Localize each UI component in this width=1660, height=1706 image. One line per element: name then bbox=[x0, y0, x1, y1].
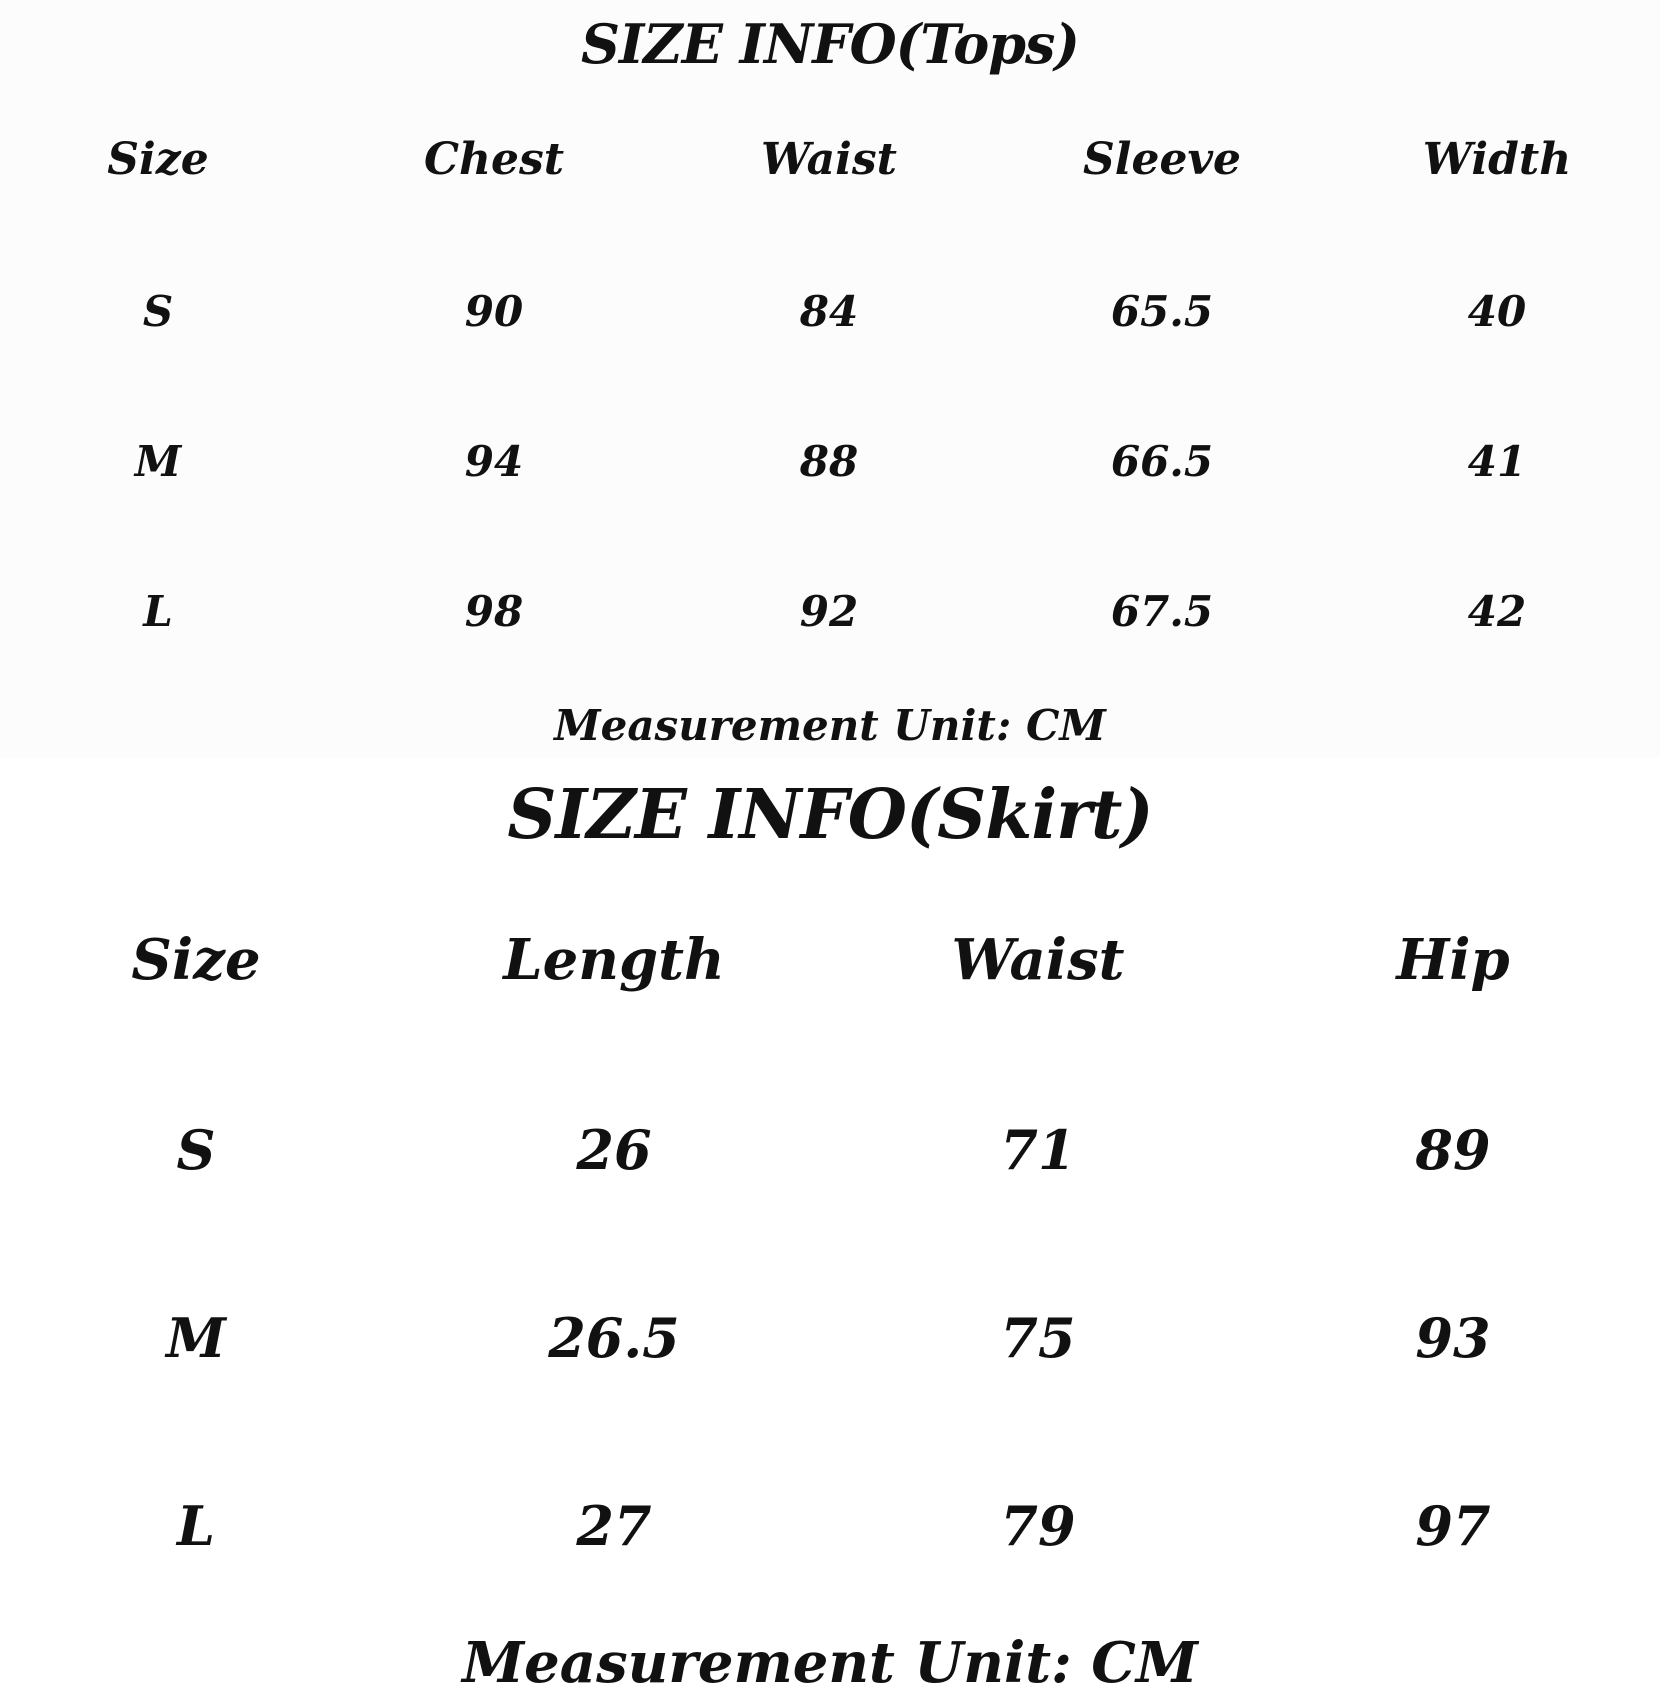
chest-cell: 98 bbox=[464, 587, 524, 636]
length-cell: 26 bbox=[576, 1118, 652, 1182]
size-cell: L bbox=[143, 587, 173, 636]
size-cell: L bbox=[177, 1494, 215, 1558]
chest-cell: 94 bbox=[464, 437, 524, 486]
waist-cell: 75 bbox=[1000, 1306, 1076, 1370]
size-cell: M bbox=[166, 1306, 226, 1370]
length-cell: 26.5 bbox=[548, 1306, 680, 1370]
skirt-size-chart bbox=[0, 758, 1660, 1706]
tops-measurement-unit: Measurement Unit: CM bbox=[554, 701, 1106, 750]
skirt-header-size: Size bbox=[131, 927, 261, 993]
sleeve-cell: 65.5 bbox=[1110, 287, 1214, 336]
table-row bbox=[0, 582, 1660, 642]
skirt-header-hip: Hip bbox=[1396, 927, 1510, 993]
width-cell: 41 bbox=[1467, 437, 1527, 486]
waist-cell: 92 bbox=[799, 587, 859, 636]
skirt-header-length: Length bbox=[503, 927, 725, 993]
waist-cell: 84 bbox=[799, 287, 859, 336]
tops-header-row bbox=[0, 130, 1660, 190]
sleeve-cell: 66.5 bbox=[1110, 437, 1214, 486]
waist-cell: 71 bbox=[1000, 1118, 1076, 1182]
skirt-header-row bbox=[0, 927, 1660, 993]
skirt-header-waist: Waist bbox=[951, 927, 1125, 993]
length-cell: 27 bbox=[576, 1494, 652, 1558]
tops-chart-title: SIZE INFO(Tops) bbox=[581, 12, 1079, 76]
tops-header-width: Width bbox=[1422, 134, 1572, 185]
width-cell: 40 bbox=[1467, 287, 1527, 336]
waist-cell: 79 bbox=[1000, 1494, 1076, 1558]
waist-cell: 88 bbox=[799, 437, 859, 486]
tops-size-chart bbox=[0, 0, 1660, 758]
skirt-chart-title: SIZE INFO(Skirt) bbox=[507, 775, 1153, 855]
tops-header-sleeve: Sleeve bbox=[1082, 134, 1242, 185]
table-row bbox=[0, 432, 1660, 492]
table-row bbox=[0, 282, 1660, 342]
hip-cell: 89 bbox=[1415, 1118, 1491, 1182]
tops-header-waist: Waist bbox=[761, 134, 897, 185]
skirt-measurement-unit: Measurement Unit: CM bbox=[462, 1630, 1198, 1696]
hip-cell: 97 bbox=[1415, 1494, 1491, 1558]
tops-header-size: Size bbox=[107, 134, 209, 185]
table-row bbox=[0, 1120, 1660, 1180]
table-row bbox=[0, 1308, 1660, 1368]
size-cell: S bbox=[176, 1118, 216, 1182]
tops-header-chest: Chest bbox=[423, 134, 565, 185]
size-cell: S bbox=[142, 287, 174, 336]
sleeve-cell: 67.5 bbox=[1110, 587, 1214, 636]
size-cell: M bbox=[134, 437, 182, 486]
table-row bbox=[0, 1496, 1660, 1556]
width-cell: 42 bbox=[1467, 587, 1527, 636]
hip-cell: 93 bbox=[1415, 1306, 1491, 1370]
chest-cell: 90 bbox=[464, 287, 524, 336]
